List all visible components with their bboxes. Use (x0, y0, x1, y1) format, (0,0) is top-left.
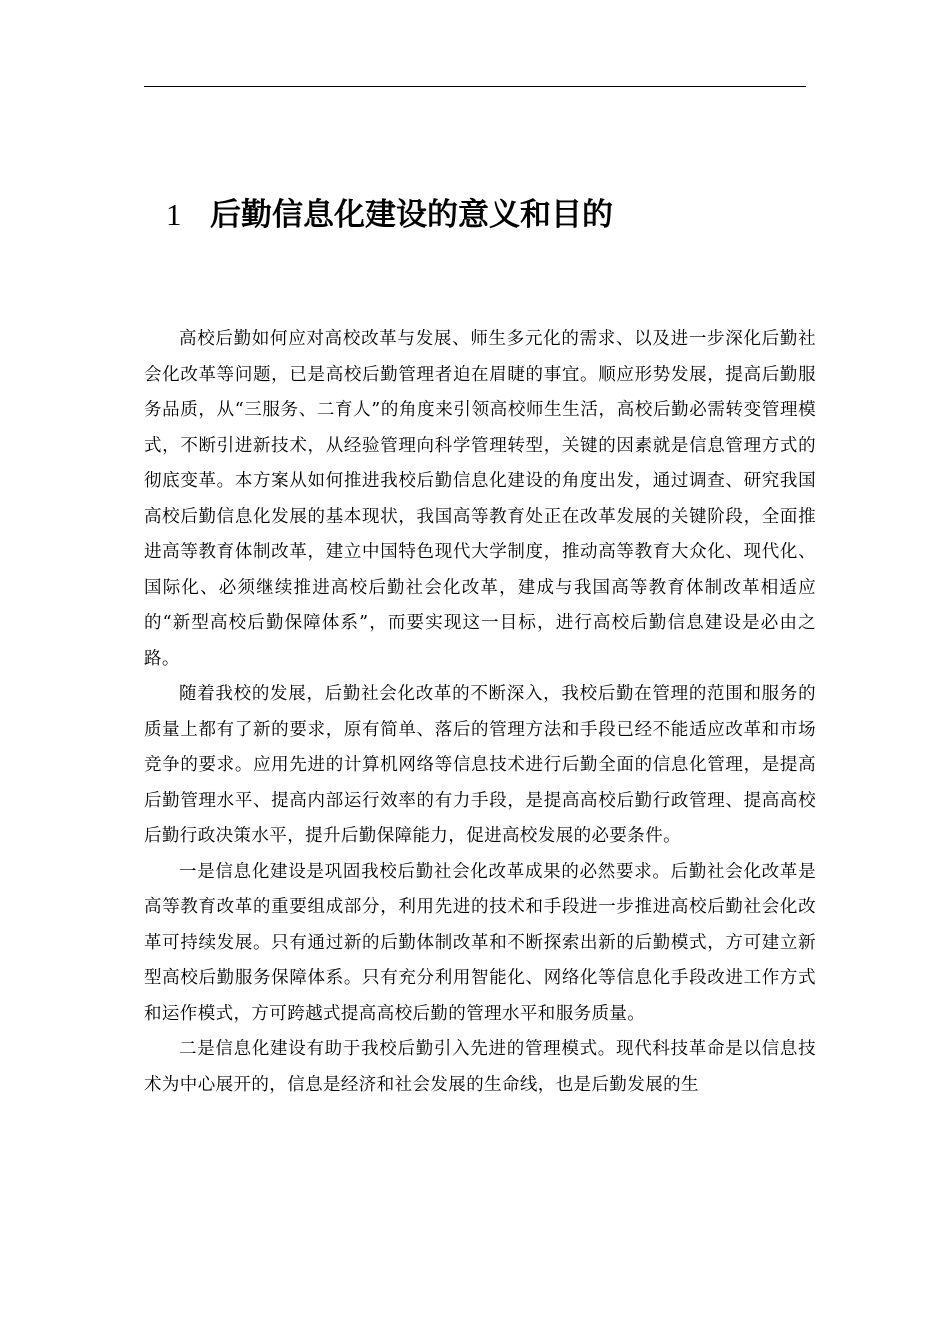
header-rule (144, 86, 806, 87)
chapter-heading (166, 193, 613, 237)
paragraph-point-one: 一是信息化建设是巩固我校后勤社会化改革成果的必然要求。后勤社会化改革是高等教育改革的重要组成部分，利用先进的技术和手段进一步推进高校后勤社会化改革可持续发展。只有通过新的后勤体制改革和不断探索出新的后勤模式，方可建立新型高校后勤服务保障体系。只有充分利用智能化、网络化等信息化手段改进工作方式和运作模式，方可跨越式提高高校后勤的管理水平和服务质量。 (144, 861, 816, 1024)
chapter-title: 后勤信息化建设的意义和目的 (210, 197, 613, 233)
paragraph-point-two: 二是信息化建设有助于我校后勤引入先进的管理模式。现代科技革命是以信息技术为中心展开的，信息是经济和社会发展的生命线，也是后勤发展的生 (144, 1039, 816, 1095)
chapter-number: 1 (166, 197, 182, 232)
body-text (144, 322, 816, 1103)
paragraph-intro: 高校后勤如何应对高校改革与发展、师生多元化的需求、以及进一步深化后勤社会化改革等问题，已是高校后勤管理者迫在眉睫的事宜。顺应形势发展，提高后勤服务品质，从“三服务、二育人”的角度来引领高校师生生活，高校后勤必需转变管理模式，不断引进新技术，从经验管理向科学管理转型，关键的因素就是信息管理方式的彻底变革。本方案从如何推进我校后勤信息化建设的角度出发，通过调查、研究我国高校后勤信息化发展的基本现状，我国高等教育处正在改革发展的关键阶段，全面推进高等教育体制改革，建立中国特色现代大学制度，推动高等教育大众化、现代化、国际化、必须继续推进高校后勤社会化改革，建成与我国高等教育体制改革相适应的“新型高校后勤保障体系”，而要实现这一目标，进行高校后勤信息建设是必由之路。 (144, 329, 816, 669)
paragraph-development: 随着我校的发展，后勤社会化改革的不断深入，我校后勤在管理的范围和服务的质量上都有了新的要求，原有简单、落后的管理方法和手段已经不能适应改革和市场竞争的要求。应用先进的计算机网络等信息技术进行后勤全面的信息化管理，是提高后勤管理水平、提高内部运行效率的有力手段，是提高高校后勤行政管理、提高高校后勤行政决策水平，提升后勤保障能力，促进高校发展的必要条件。 (144, 684, 816, 846)
